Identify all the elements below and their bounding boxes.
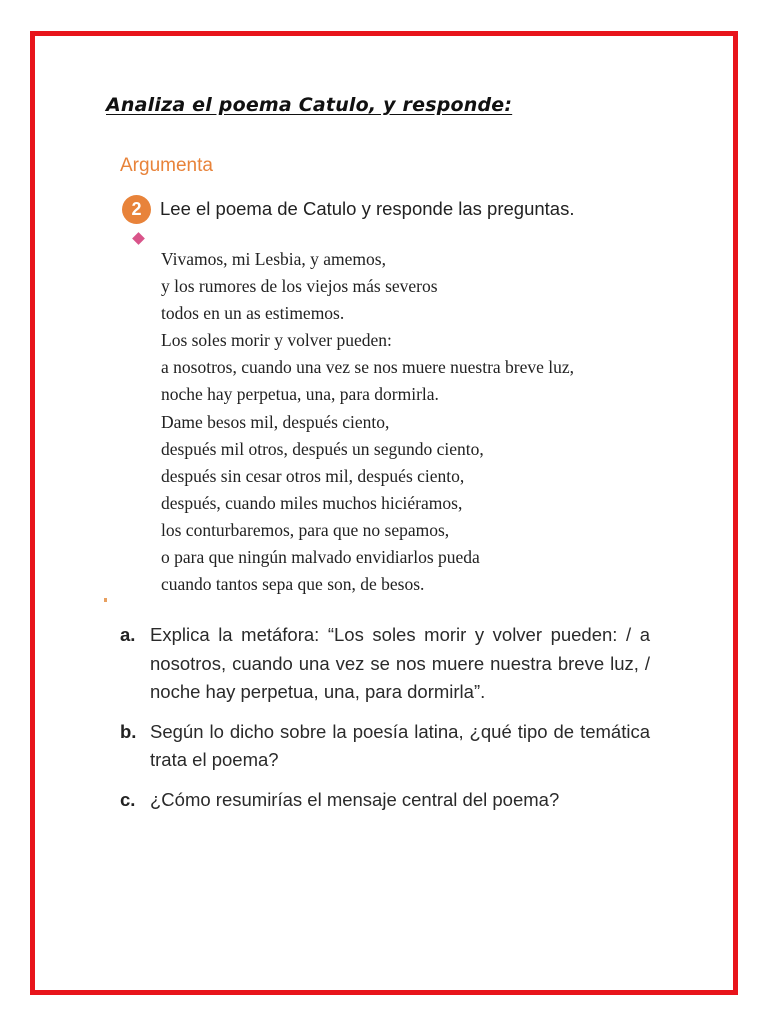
- poem-line: noche hay perpetua, una, para dormirla.: [161, 384, 439, 405]
- poem-line: Vivamos, mi Lesbia, y amemos,: [161, 249, 386, 269]
- poem-line: todos en un as estimemos.: [161, 303, 345, 324]
- question-a: [120, 621, 650, 707]
- question-b: [120, 718, 650, 775]
- poem-line: y los rumores de los viejos más severos: [161, 276, 438, 297]
- poem-line: los conturbaremos, para que no sepamos,: [161, 519, 450, 540]
- question-text: Según lo dicho sobre la poesía latina, ¿qué tipo de temática trata el poema?: [150, 720, 650, 770]
- question-c: [120, 786, 650, 815]
- poem-line: cuando tantos sepa que son, de besos.: [161, 574, 425, 595]
- poem-line: después mil otros, después un segundo ciento,: [161, 438, 484, 459]
- question-letter: c.: [120, 788, 136, 810]
- poem-line: a nosotros, cuando una vez se nos muere nuestra breve luz,: [161, 357, 575, 378]
- question-text: ¿Cómo resumirías el mensaje central del poema?: [150, 788, 560, 810]
- poem-line: Dame besos mil, después ciento,: [161, 411, 390, 432]
- question-letter: b.: [120, 720, 137, 742]
- questions-list: [120, 621, 650, 825]
- poem: [161, 246, 574, 598]
- exercise-number-badge: 2: [122, 195, 151, 224]
- question-letter: a.: [120, 624, 136, 645]
- poem-line: después sin cesar otros mil, después ciento,: [161, 465, 465, 486]
- decorative-speck: [104, 598, 107, 602]
- poem-line: después, cuando miles muchos hiciéramos,: [161, 492, 463, 513]
- section-title: Argumenta: [120, 155, 213, 176]
- poem-line: o para que ningún malvado envidiarlos pueda: [161, 547, 480, 568]
- question-text: Explica la metáfora: “Los soles morir y volver pueden: / a nosotros, cuando una vez se nos muere nuestra breve luz, / noche hay perpetua, una, para dormirla”.: [150, 624, 650, 702]
- exercise-instruction: Lee el poema de Catulo y responde las preguntas.: [160, 198, 575, 219]
- poem-line: Los soles morir y volver pueden:: [161, 330, 392, 351]
- worksheet-heading: Analiza el poema Catulo, y responde:: [106, 94, 513, 116]
